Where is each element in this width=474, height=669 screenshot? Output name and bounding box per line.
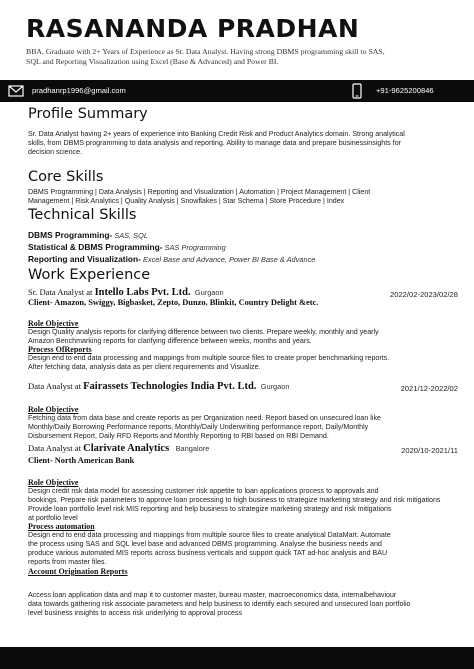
job-role: Data Analyst at bbox=[28, 443, 84, 453]
technical-skills-heading: Technical Skills bbox=[28, 207, 137, 223]
mobile-phone-icon bbox=[352, 83, 362, 104]
job-line: Design end to end data processing and mappings from multiple source files to create analytical DataMart. Automate bbox=[28, 531, 391, 539]
profile-summary-heading: Profile Summary bbox=[28, 106, 148, 122]
job-dates-intello: 2022/02-2023/02/28 bbox=[390, 290, 458, 299]
job-line: at portfolio level bbox=[28, 514, 78, 522]
tech-skill-label: DBMS Programming- bbox=[28, 230, 113, 240]
job-line: Access loan application data and map it to customer master, bureau master, macroeconomics data, internalbehaviour bbox=[28, 591, 397, 599]
tech-skill-value: Excel Base and Advance, Power BI Base & Advance bbox=[140, 255, 316, 264]
profile-line-1: Sr. Data Analyst having 2+ years of experience into Banking Credit Risk and Product Analytics domain. Strong analytical bbox=[28, 130, 405, 138]
section-title-role-objective: Role Objective bbox=[28, 405, 79, 414]
tech-skill-label: Statistical & DBMS Programming- bbox=[28, 242, 163, 252]
tech-skill-statistical bbox=[28, 242, 226, 252]
job-company: Fairassets Technologies India Pvt. Ltd. bbox=[83, 381, 257, 392]
phone-number[interactable]: +91-9625200846 bbox=[376, 86, 434, 95]
job-line: bookings. Prepare risk parameters to approve loan processing to high business to strategize marketing strategy and risk mitigations bbox=[28, 496, 441, 504]
tech-skill-dbms bbox=[28, 230, 148, 240]
contact-bar bbox=[0, 80, 474, 102]
section-title-role-objective: Role Objective bbox=[28, 319, 79, 328]
job-dates-fairassets: 2021/12-2022/02 bbox=[400, 384, 458, 393]
envelope-icon bbox=[8, 84, 24, 103]
job-title-intello bbox=[28, 287, 224, 298]
job-client-clarivate: Client- North American Bank bbox=[28, 456, 135, 465]
profile-line-2: skills, from DBMS programming to data analysis and reporting. Ability to manage data and prepare businessinsights for bbox=[28, 139, 402, 147]
profile-line-3: decision science. bbox=[28, 148, 83, 156]
section-title-account-origination: Account Origination Reports bbox=[28, 567, 128, 576]
section-title-process-of-reports: Process OfReports bbox=[28, 345, 92, 354]
job-company: Intello Labs Pvt. Ltd. bbox=[94, 287, 191, 298]
job-location: Gurgaon bbox=[194, 288, 224, 297]
job-line: Provide loan portfolio level risk MIS reporting and help business to strategize marketing strategy and risk mitigations bbox=[28, 505, 392, 513]
header-summary-line-1: BBA, Graduate with 2+ Years of Experience as Sr. Data Analyst. Having strong DBMS programming skill to SAS, bbox=[26, 47, 385, 56]
job-line: Design end to end data processing and mappings from multiple source files to create proper benchmarking reports. bbox=[28, 354, 390, 362]
job-line: the process using SAS and SQL level base and advanced DBMS programming. Analyse the business needs and bbox=[28, 540, 382, 548]
job-role: Sr. Data Analyst at bbox=[28, 287, 95, 297]
header-summary-line-2: SQL and Reporting Visualization using Excel (Base & Advanced) and Power BI. bbox=[26, 57, 279, 66]
tech-skill-value: SAS, SQL bbox=[112, 231, 148, 240]
job-company: Clarivate Analytics bbox=[83, 443, 170, 454]
footer-bar bbox=[0, 647, 474, 669]
job-location: Bangalore bbox=[175, 444, 210, 453]
email-link[interactable]: pradhanrp1996@gmail.com bbox=[32, 86, 126, 95]
section-title-process-automation: Process automation bbox=[28, 522, 95, 531]
job-line: Design Quality analysis reports for clarifying difference between two clients. Prepare weekly, monthly and yearly bbox=[28, 328, 379, 336]
job-client-intello: Client- Amazon, Swiggy, Bigbasket, Zepto, Dunzo, Blinkit, Country Delight &etc. bbox=[28, 298, 319, 307]
core-skills-heading: Core Skills bbox=[28, 169, 104, 185]
tech-skill-label: Reporting and Visualization- bbox=[28, 254, 141, 264]
tech-skill-reporting bbox=[28, 254, 315, 264]
job-line: Amazon Benchmarking reports for clarifying difference between weeks, months and years. bbox=[28, 337, 312, 345]
job-dates-clarivate: 2020/10-2021/11 bbox=[401, 446, 458, 455]
job-line: Monthly/Daily Borrowing Performance reports, Monthly/Daily Underwriting performance report, Daily/Monthly bbox=[28, 423, 369, 431]
core-skills-line-1: DBMS Programming | Data Analysis | Reporting and Visualization | Automation | Project Management | Client bbox=[28, 188, 371, 196]
job-line: Design credit risk data model for assessing customer risk appetite to loan applications process to approvals and bbox=[28, 487, 379, 495]
job-line: reports from master files. bbox=[28, 558, 107, 566]
job-line: Disbursement Report, Daily RFD Reports and Monthly Reporting to RBI based on RBI Demand. bbox=[28, 432, 329, 440]
job-line: Fetching data from data base and create reports as per Organization need. Report based on unsecured loan like bbox=[28, 414, 381, 422]
job-title-clarivate bbox=[28, 443, 209, 454]
job-line: After fetching data, analysis data as per client requirements and Visualize. bbox=[28, 363, 261, 371]
job-title-fairassets bbox=[28, 381, 289, 392]
job-location: Gurgaon bbox=[260, 382, 290, 391]
work-experience-heading: Work Experience bbox=[28, 267, 151, 283]
job-role: Data Analyst at bbox=[28, 381, 84, 391]
section-title-role-objective: Role Objective bbox=[28, 478, 79, 487]
job-line: level business insights to access risk underlying to approval process bbox=[28, 609, 243, 617]
core-skills-line-2: Management | Risk Analytics | Quality Analysis | Snowflakes | Star Schema | Store Procedure | Index bbox=[28, 197, 345, 205]
job-line: produce various automated MIS reports across business verticals and support quick TAT ad-hoc analysis and BAU bbox=[28, 549, 388, 557]
tech-skill-value: SAS Programming bbox=[162, 243, 226, 252]
candidate-name: RASANANDA PRADHAN bbox=[26, 14, 360, 43]
job-line: data towards gathering risk associate parameters and help business to identify each secured and unsecured loan portfolio bbox=[28, 600, 411, 608]
